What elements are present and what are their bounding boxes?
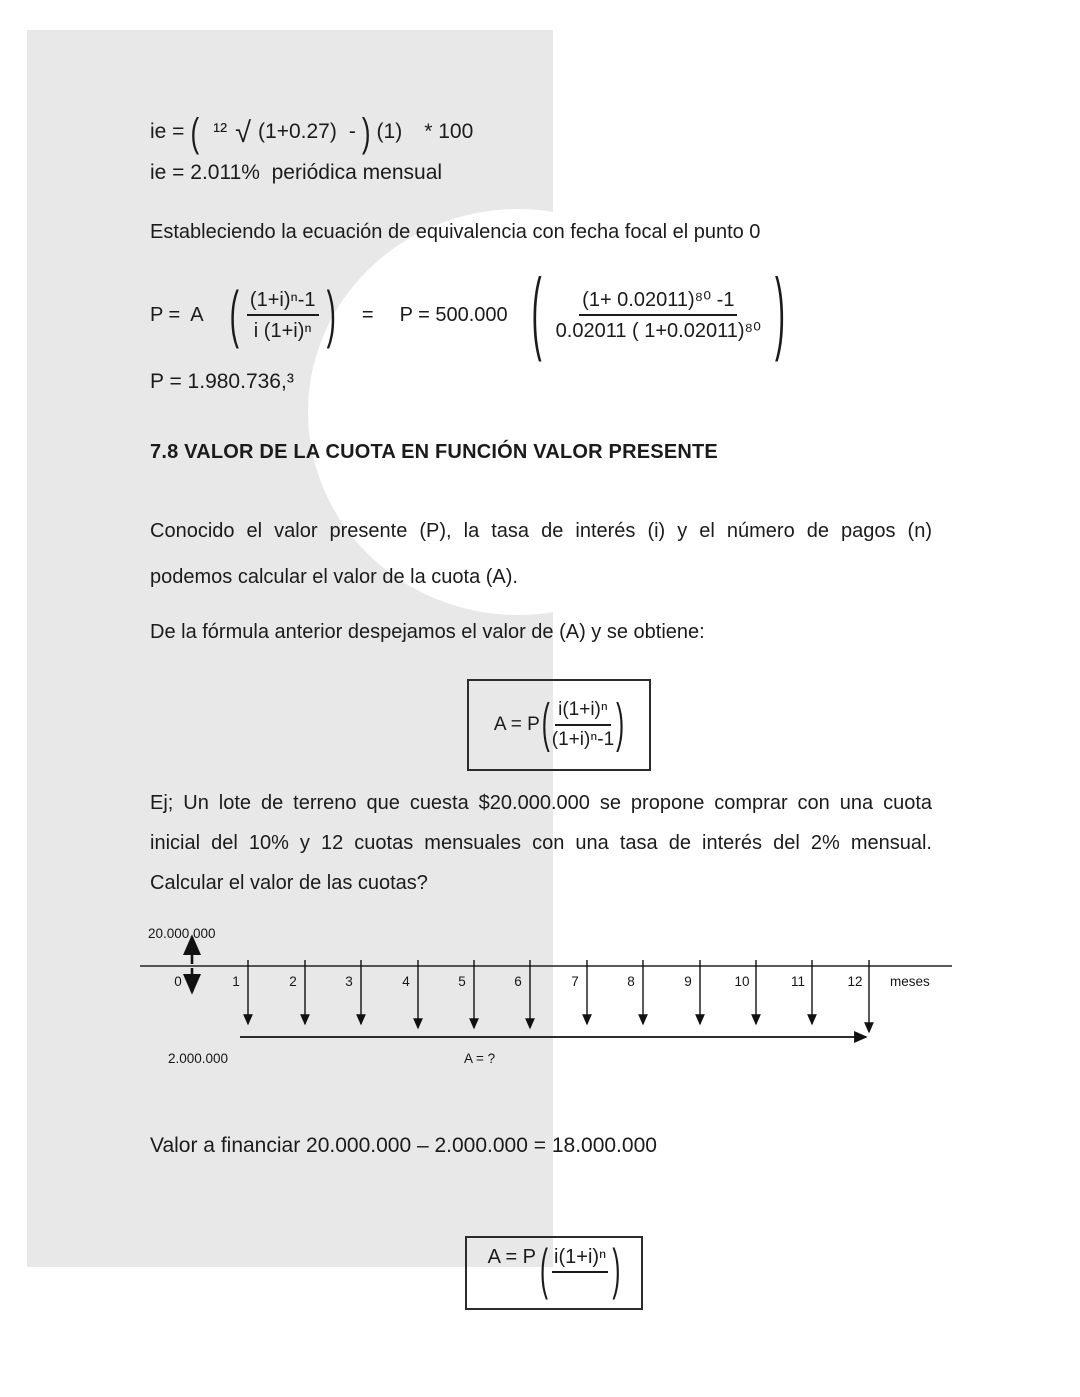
ie-result-line: ie = 2.011% periódica mensual	[150, 161, 443, 184]
paragraph-ejemplo	[150, 783, 932, 903]
ie-formula	[150, 108, 473, 156]
ie-lhs: ie =	[150, 120, 185, 143]
right-paren: )	[361, 108, 371, 156]
tick-label-2: 2	[289, 974, 297, 989]
left-paren: (	[541, 693, 550, 755]
paragraph-line: inicial del 10% y 12 cuotas mensuales con una tasa de interés del 2% mensual.	[150, 832, 932, 854]
timeline-unit-label: meses	[890, 974, 930, 989]
tick-label-9: 9	[684, 974, 692, 989]
ie-mult: * 100	[424, 120, 474, 143]
tick-label-8: 8	[627, 974, 635, 989]
p-result-line: P = 1.980.736,³	[150, 370, 294, 393]
cuota-formula-box	[467, 679, 651, 771]
left-paren: (	[229, 279, 239, 349]
right-paren: )	[774, 263, 785, 364]
cashflow-timeline-diagram	[0, 924, 1080, 1102]
paragraph-conocido	[150, 508, 932, 600]
equivalence-line: Estableciendo la ecuación de equivalencia con fecha focal el punto 0	[150, 221, 761, 243]
tick-label-5: 5	[458, 974, 466, 989]
paragraph-line: podemos calcular el valor de la cuota (A).	[150, 566, 518, 588]
section-heading: 7.8 VALOR DE LA CUOTA EN FUNCIÓN VALOR PRESENTE	[150, 441, 718, 463]
box2-lhs: A = P	[487, 1246, 537, 1268]
radical-icon: √	[235, 116, 252, 149]
tick-label-11: 11	[790, 974, 805, 989]
right-paren: )	[326, 279, 336, 349]
paragraph-line: Calcular el valor de las cuotas?	[150, 872, 428, 894]
tick-label-12: 12	[847, 974, 863, 989]
equals-sign: =	[361, 303, 374, 326]
ie-one: (1)	[376, 120, 403, 143]
paragraph-line: Conocido el valor presente (P), la tasa de interés (i) y el número de pagos (n)	[150, 520, 932, 542]
right-paren: )	[616, 693, 625, 755]
box2-numerator: i(1+i)ⁿ	[552, 1246, 608, 1273]
box1-denominator: (1+i)ⁿ-1	[551, 728, 615, 750]
tick-label-0: 0	[174, 974, 182, 989]
fraction-1-numerator: (1+i)ⁿ-1	[247, 287, 319, 316]
tick-label-3: 3	[345, 974, 353, 989]
left-paren: (	[540, 1239, 549, 1302]
timeline-initial-payment-label: 2.000.000	[168, 1051, 229, 1066]
fraction-2	[556, 287, 761, 344]
fraction-2-numerator: (1+ 0.02011)⁸⁰ -1	[579, 287, 737, 316]
box1-fraction	[552, 698, 614, 752]
timeline-graphics	[0, 924, 1080, 1102]
tick-label-10: 10	[734, 974, 750, 989]
valor-financiar-line: Valor a financiar 20.000.000 – 2.000.000 = 18.000.000	[150, 1134, 657, 1157]
left-paren: (	[190, 108, 200, 156]
paragraph-despejamos: De la fórmula anterior despejamos el valor de (A) y se obtiene:	[150, 621, 705, 643]
timeline-top-label: 20.000.000	[148, 926, 216, 941]
fraction-1-denominator: i (1+i)ⁿ	[253, 319, 312, 342]
tick-label-7: 7	[571, 974, 579, 989]
pf-lhs: P = A	[150, 303, 204, 326]
right-paren: )	[612, 1239, 621, 1302]
paragraph-line: Ej; Un lote de terreno que cuesta $20.000.000 se propone comprar con una cuota	[150, 792, 932, 814]
tick-label-4: 4	[402, 974, 410, 989]
fraction-1	[247, 287, 319, 344]
minus-sign: -	[348, 120, 356, 143]
present-value-formula	[150, 263, 785, 367]
pf-mid: P = 500.000	[399, 303, 508, 326]
cuota-formula-box-bottom	[465, 1236, 643, 1310]
left-paren: (	[531, 263, 542, 364]
fraction-2-denominator: 0.02011 ( 1+0.02011)⁸⁰	[555, 319, 761, 342]
box1-numerator: i(1+i)ⁿ	[555, 698, 611, 726]
box1-lhs: A = P	[493, 714, 540, 735]
tick-label-1: 1	[232, 974, 240, 989]
timeline-cuota-label: A = ?	[464, 1051, 496, 1066]
tick-label-6: 6	[514, 974, 522, 989]
radicand: (1+0.27)	[258, 120, 337, 143]
radical-index: ¹²	[213, 120, 228, 143]
